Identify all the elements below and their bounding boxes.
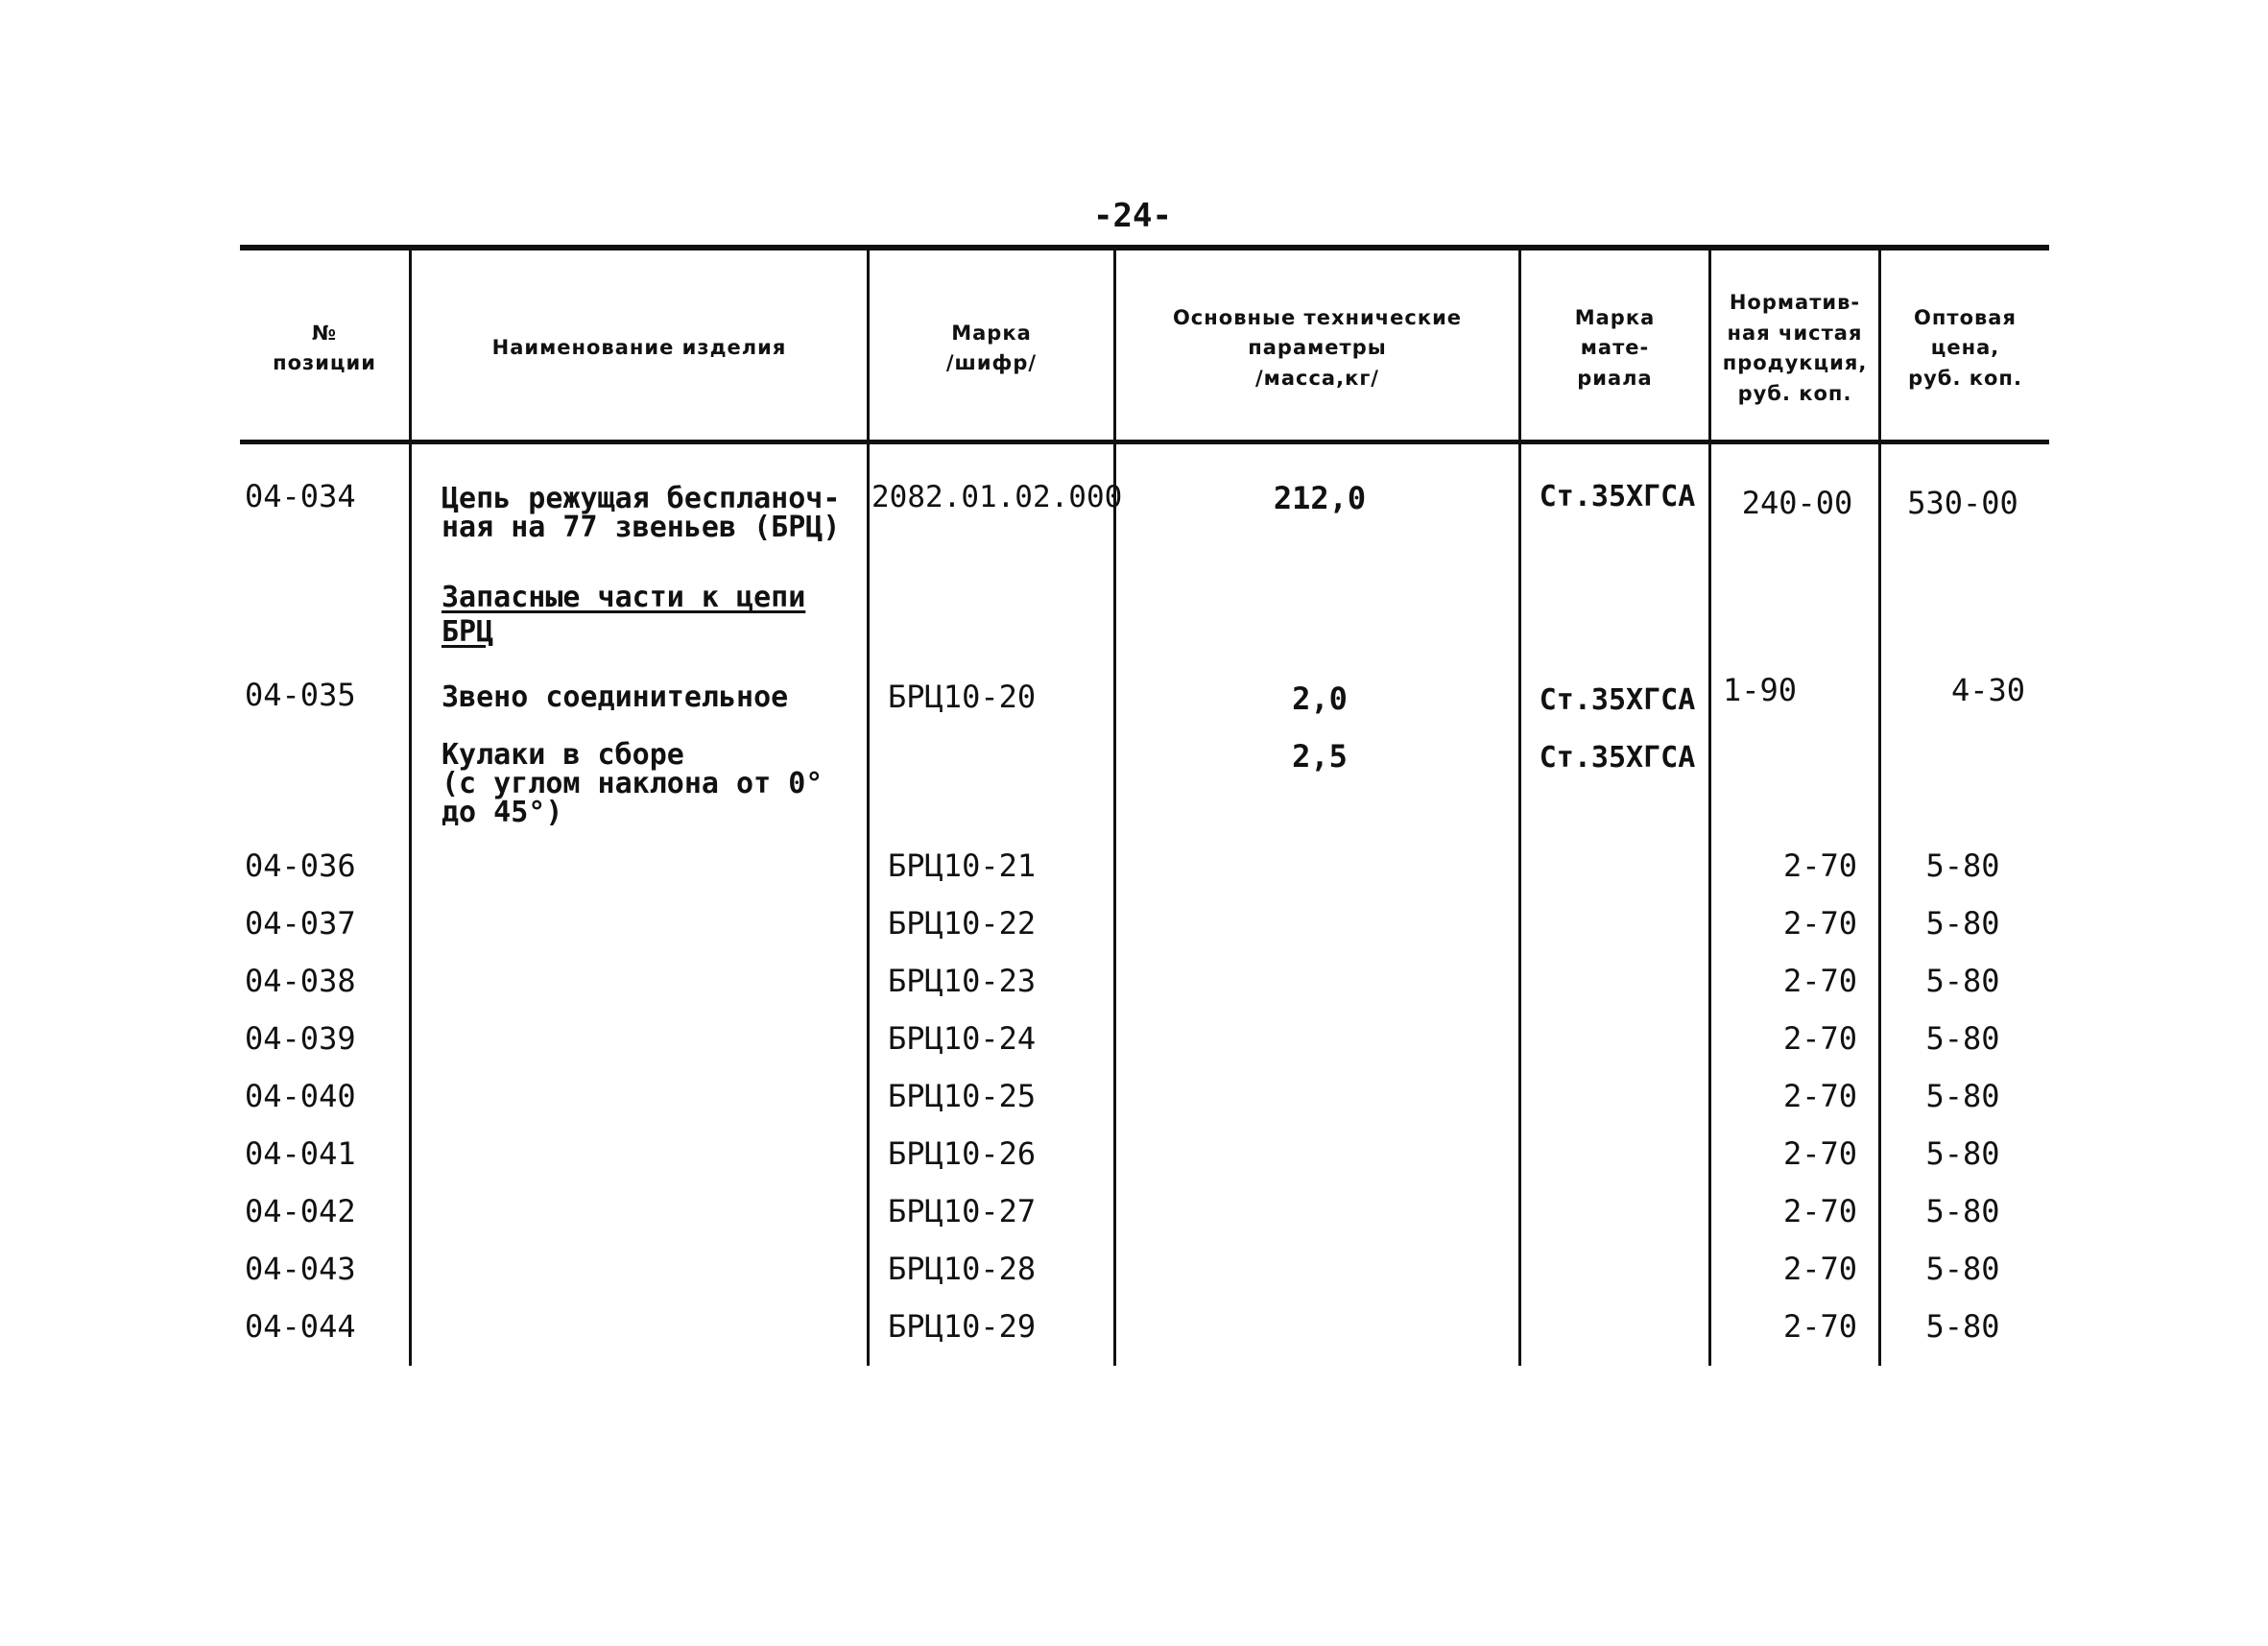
norm-cell: 2-70 [1782,1078,1857,1114]
mark-cell: БРЦ10-23 [888,963,1037,999]
mark-cell: БРЦ10-29 [888,1308,1037,1345]
price-cell: 5-80 [1925,905,2000,942]
mark-cell: 2082.01.02.000 [871,480,1123,514]
mark-cell: БРЦ10-25 [888,1078,1037,1114]
position-cell: 04-040 [245,1078,356,1114]
position-cell: 04-042 [245,1193,356,1229]
mark-cell: БРЦ10-27 [888,1193,1037,1229]
price-cell: 5-80 [1925,1135,2000,1172]
position-cell: 04-043 [245,1251,356,1287]
price-cell: 5-80 [1925,1078,2000,1114]
price-cell: 4-30 [1950,672,2025,708]
norm-cell: 2-70 [1782,1020,1857,1057]
header-params: Основные технические параметры /масса,кг/ [1172,305,1463,390]
price-cell: 5-80 [1925,1020,2000,1057]
norm-cell: 2-70 [1782,1193,1857,1229]
price-cell: 5-80 [1925,1308,2000,1345]
mark-cell: БРЦ10-28 [888,1251,1037,1287]
norm-cell: 2-70 [1782,1251,1857,1287]
item-name: Звено соединительное [442,680,789,714]
item-name: Цепь режущая беспланоч- ная на 77 звеньев (БРЦ) [442,482,841,544]
header-position: № позиции [273,321,376,374]
header-material: Марка мате- риала [1574,305,1656,390]
price-cell: 5-80 [1925,1193,2000,1229]
position-cell: 04-034 [245,478,356,514]
position-cell: 04-035 [245,677,356,713]
position-cell: 04-038 [245,963,356,999]
table-top-rule [240,245,2049,250]
norm-cell: 2-70 [1782,905,1857,942]
norm-cell: 240-00 [1741,485,1853,521]
material-cell: Ст.35ХГСА [1539,480,1696,513]
norm-cell: 1-90 [1723,672,1798,708]
position-cell: 04-039 [245,1020,356,1057]
mark-cell: БРЦ10-22 [888,905,1037,942]
section-title: Запасные части к цепи БРЦ [442,581,806,649]
mark-cell: БРЦ10-21 [888,847,1037,884]
params-cell: 2,0 [1292,680,1348,717]
position-cell: 04-036 [245,847,356,884]
norm-cell: 2-70 [1782,847,1857,884]
params-cell: 2,5 [1292,738,1348,775]
header-name: Наименование изделия [491,336,787,360]
position-cell: 04-037 [245,905,356,942]
header-price: Оптовая цена, руб. коп. [1908,305,2022,390]
material-cell: Ст.35ХГСА [1539,683,1696,717]
norm-cell: 2-70 [1782,963,1857,999]
price-cell: 530-00 [1907,485,2018,521]
mark-cell: БРЦ10-26 [888,1135,1037,1172]
material-cell: Ст.35ХГСА [1539,741,1696,775]
header-bottom-rule [240,440,2049,444]
position-cell: 04-044 [245,1308,356,1345]
mark-cell: БРЦ10-24 [888,1020,1037,1057]
page-number: -24- [1093,197,1172,235]
item-name: Кулаки в сборе (с углом наклона от 0° до 45°) [442,738,824,829]
norm-cell: 2-70 [1782,1135,1857,1172]
header-mark: Марка /шифр/ [945,321,1038,374]
mark-cell: БРЦ10-20 [888,679,1037,715]
params-cell: 212,0 [1273,480,1367,516]
norm-cell: 2-70 [1782,1308,1857,1345]
price-cell: 5-80 [1925,847,2000,884]
position-cell: 04-041 [245,1135,356,1172]
price-cell: 5-80 [1925,963,2000,999]
price-cell: 5-80 [1925,1251,2000,1287]
header-norm: Норматив- ная чистая продукция, руб. коп. [1722,291,1868,405]
